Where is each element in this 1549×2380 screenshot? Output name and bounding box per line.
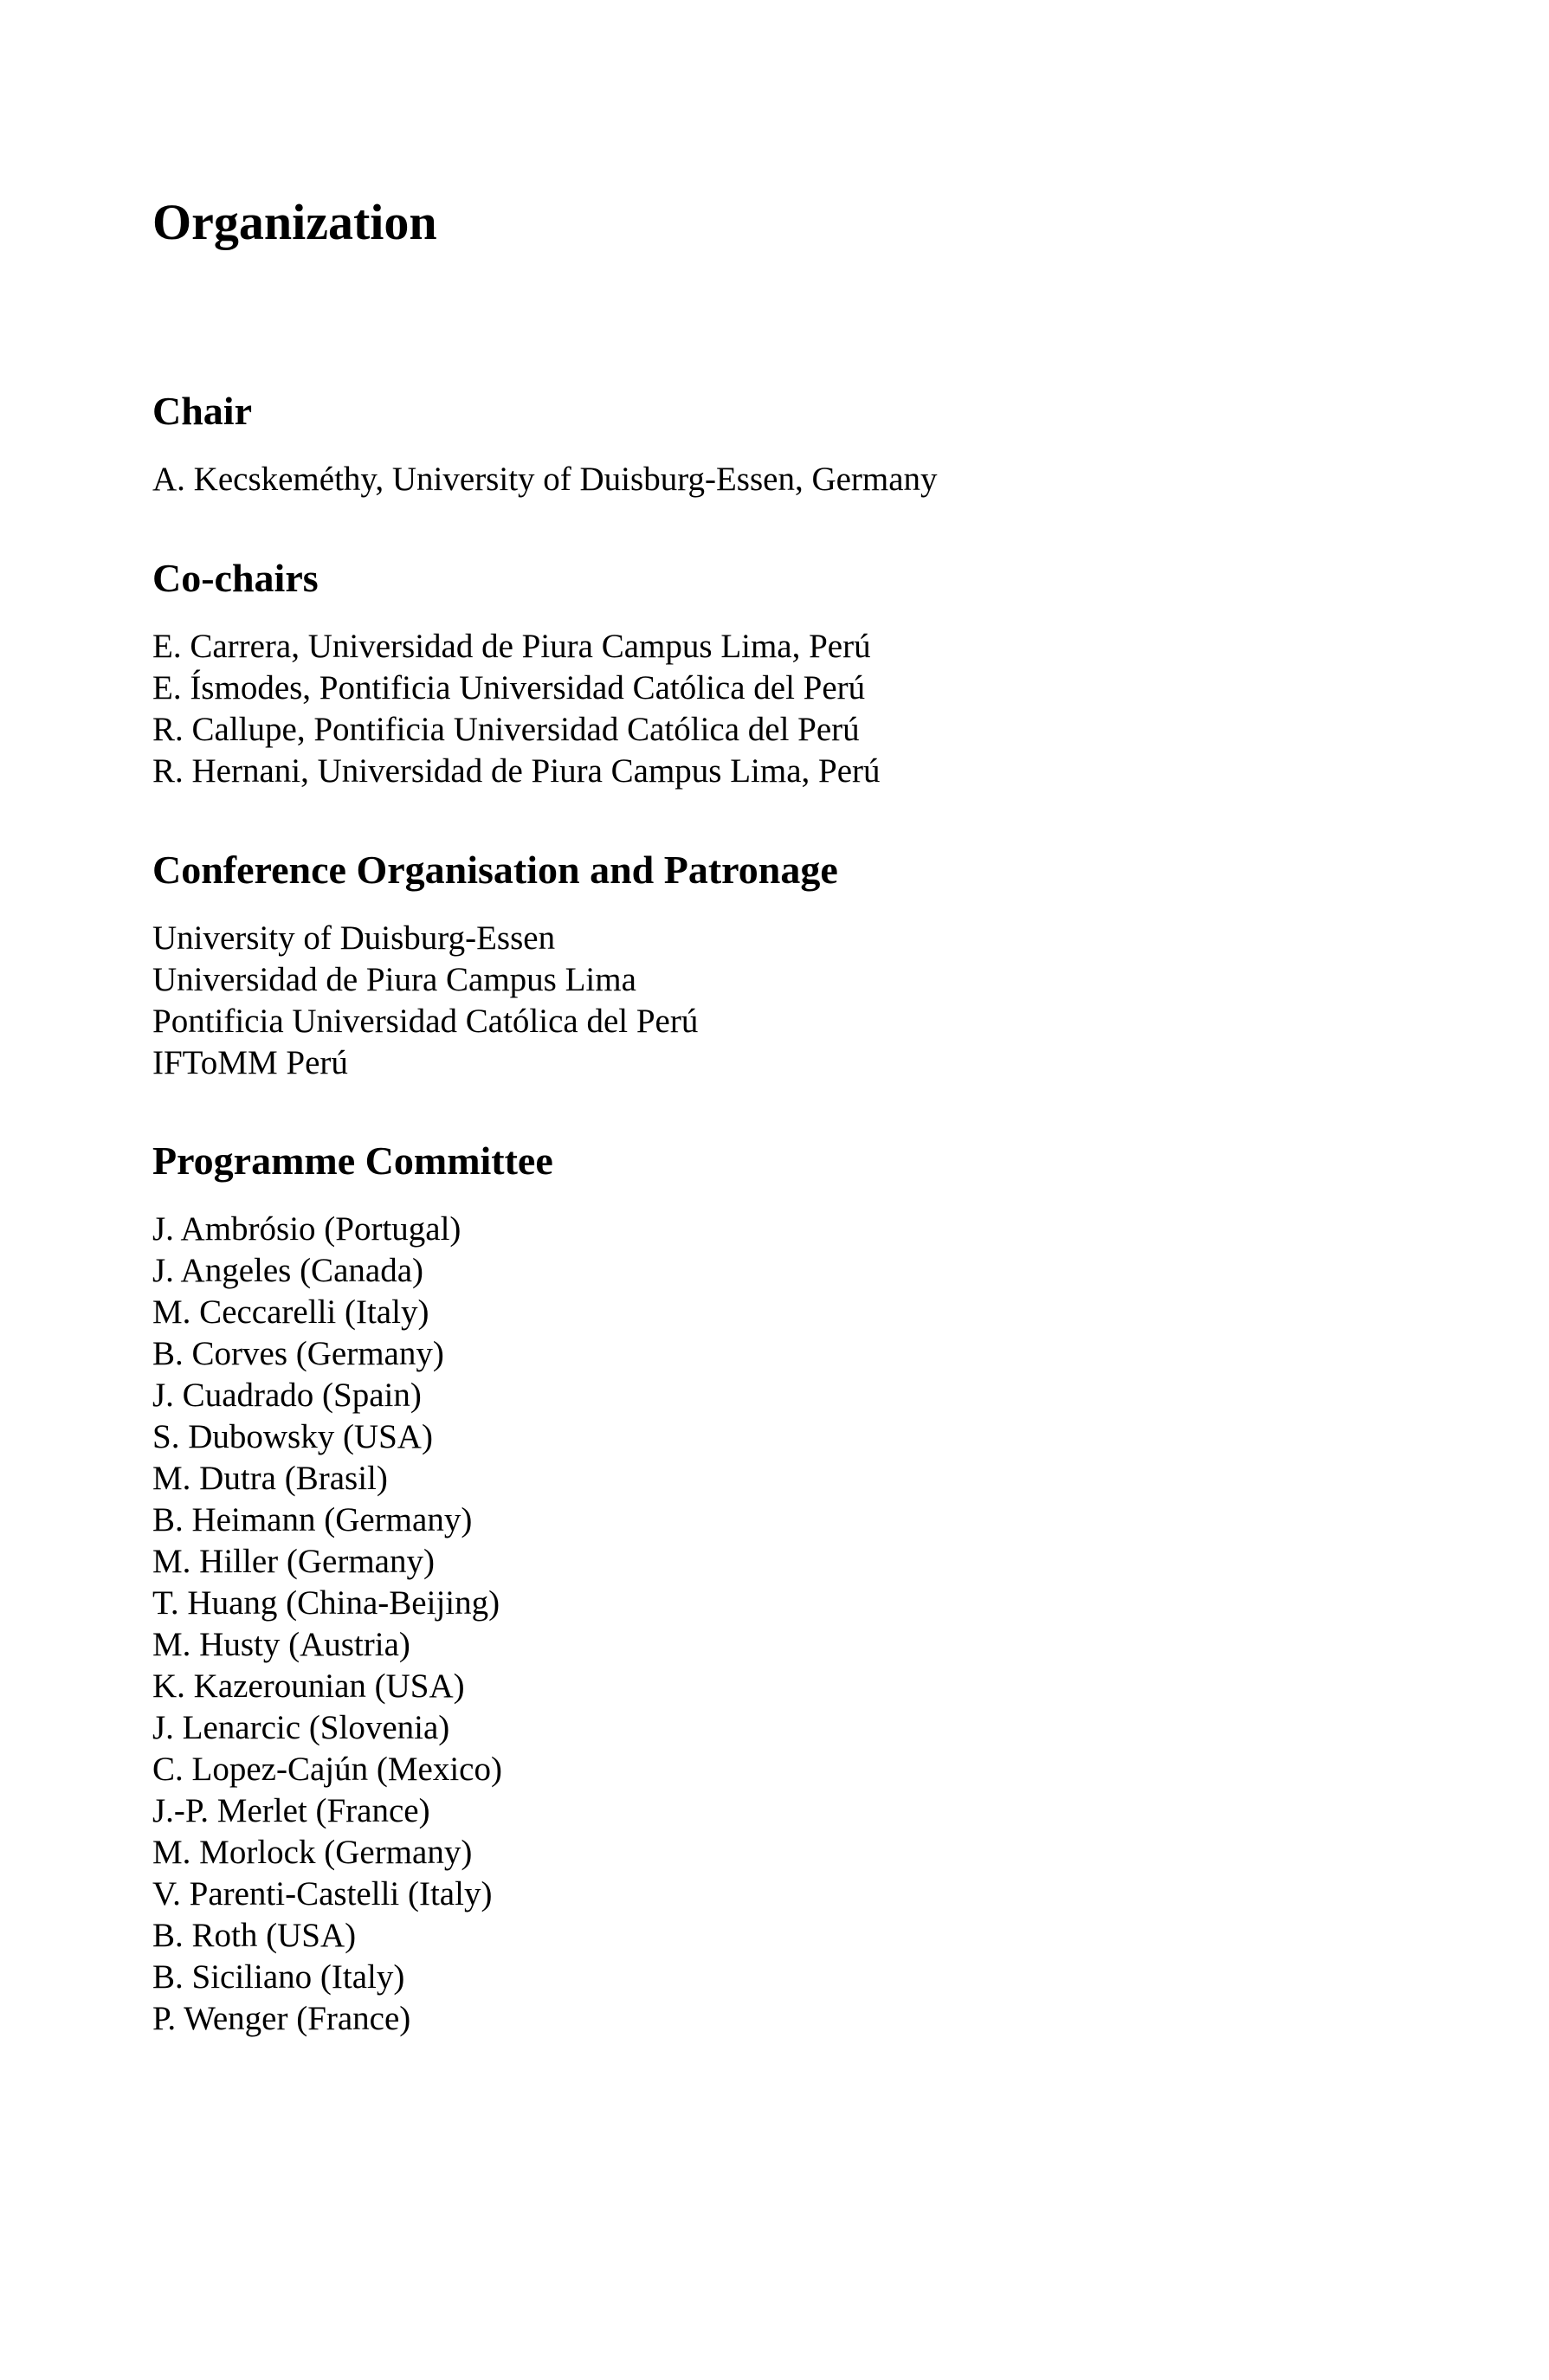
committee-member: J. Ambrósio (Portugal) [152,1210,461,1248]
committee-member: B. Siciliano (Italy) [152,1958,405,1996]
cochairs-list [152,626,1365,792]
committee-member: J.-P. Merlet (France) [152,1792,430,1829]
committee-member: J. Cuadrado (Spain) [152,1377,422,1414]
committee-member: V. Parenti-Castelli (Italy) [152,1875,493,1912]
cochair-member: R. Hernani, Universidad de Piura Campus Lima, Perú [152,752,881,790]
programme-committee-section [152,1138,1365,2040]
cochair-member: R. Callupe, Pontificia Universidad Católica del Perú [152,711,860,748]
patronage-member: IFToMM Perú [152,1044,348,1081]
patronage-list [152,918,1365,1084]
committee-member: B. Heimann (Germany) [152,1501,473,1538]
committee-member: C. Lopez-Cajún (Mexico) [152,1751,502,1788]
committee-member: J. Lenarcic (Slovenia) [152,1709,450,1746]
chair-heading: Chair [152,389,252,433]
patronage-member: Universidad de Piura Campus Lima [152,961,636,998]
patronage-section [152,850,1365,1084]
page-title: Organization [152,194,437,250]
patronage-member: Pontificia Universidad Católica del Perú [152,1003,699,1040]
programme-committee-list [152,1209,1365,2040]
committee-member: M. Dutra (Brasil) [152,1460,388,1497]
committee-member: M. Morlock (Germany) [152,1834,473,1871]
committee-member: K. Kazerounian (USA) [152,1667,465,1705]
committee-member: P. Wenger (France) [152,2000,411,2037]
chair-member: A. Kecskeméthy, University of Duisburg-Essen, Germany [152,461,938,498]
cochair-member: E. Carrera, Universidad de Piura Campus Lima, Perú [152,628,871,665]
committee-member: T. Huang (China-Beijing) [152,1584,500,1622]
committee-member: M. Hiller (Germany) [152,1543,435,1580]
patronage-heading: Conference Organisation and Patronage [152,848,838,892]
committee-member: B. Roth (USA) [152,1917,357,1954]
chair-list [152,459,1365,500]
programme-committee-heading: Programme Committee [152,1138,553,1183]
committee-member: B. Corves (Germany) [152,1335,444,1372]
committee-member: M. Husty (Austria) [152,1626,410,1663]
cochairs-heading: Co-chairs [152,556,319,600]
cochair-member: E. Ísmodes, Pontificia Universidad Católica del Perú [152,669,866,706]
committee-member: J. Angeles (Canada) [152,1252,423,1289]
cochairs-section [152,558,1365,792]
patronage-member: University of Duisburg-Essen [152,919,556,957]
chair-section [152,391,1365,500]
committee-member: M. Ceccarelli (Italy) [152,1293,429,1331]
committee-member: S. Dubowsky (USA) [152,1418,433,1455]
